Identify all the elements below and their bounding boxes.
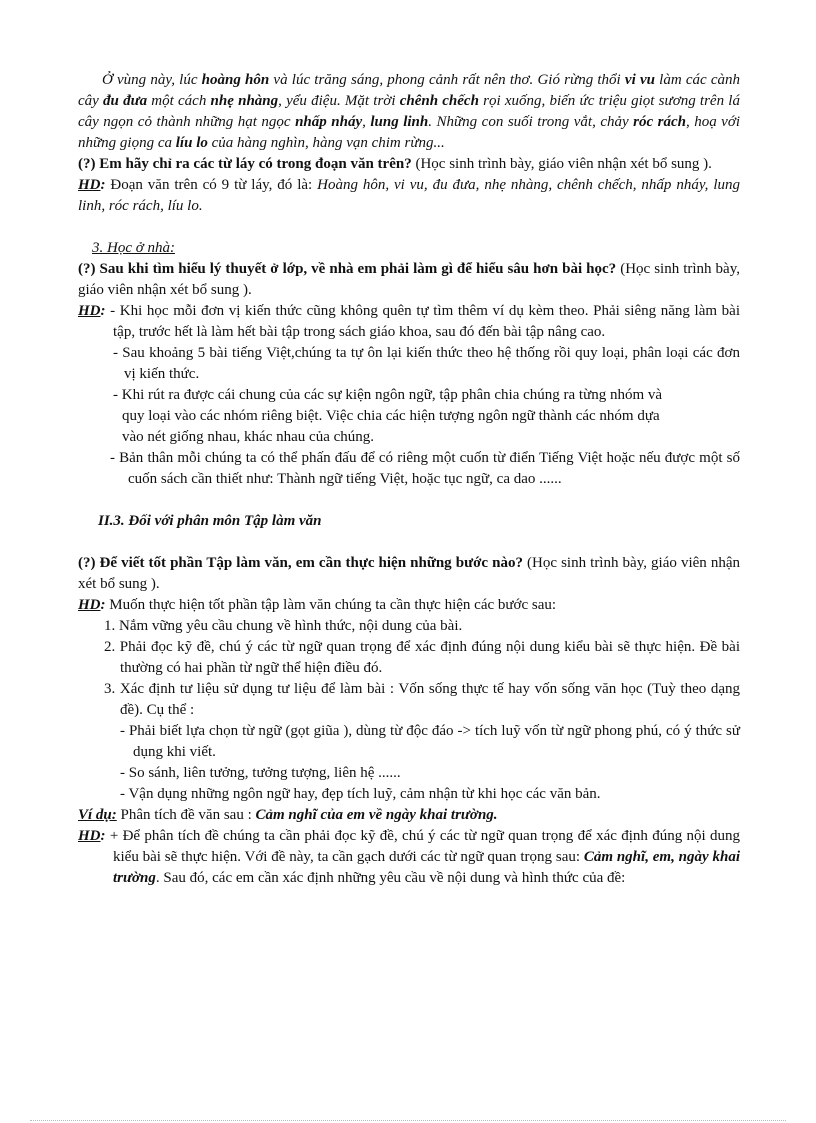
home-study-heading: 3. Học ở nhà: [92, 240, 175, 256]
step-3-sub-1: - Phải biết lựa chọn từ ngữ (gọt giũa ), dùng từ độc đáo -> tích luỹ vốn từ ngữ phong phú, có ý thức sử dụng khi viết. [120, 723, 740, 760]
reduplicative-word: róc rách [633, 114, 686, 130]
step-2: 2. Phải đọc kỹ đề, chú ý các từ ngữ quan trọng để xác định đúng nội dung kiểu bài sẽ thực hiện. Đề bài thường có hai phần từ ngữ thể hiện điều đó. [104, 639, 740, 676]
reduplicative-word: chênh chếch [399, 93, 479, 109]
question-1: (?) Em hãy chỉ ra các từ láy có trong đoạn văn trên? (Học sinh trình bày, giáo viên nhận xét bổ sung ). [78, 156, 712, 172]
answer-1: HD: Đoạn văn trên có 9 từ láy, đó là: Hoàng hôn, vi vu, đu đưa, nhẹ nhàng, chênh chếch, nhấp nháy, lung linh, róc rách, líu lo. [78, 177, 740, 214]
keywords: Cảm nghĩ, em, ngày khai trường [113, 849, 741, 886]
hd-label: HD [78, 177, 101, 193]
section-title: II.3. Đối với phân môn Tập làm văn [98, 513, 322, 529]
reduplicative-word: nhấp nháy [295, 114, 363, 130]
example-topic: Cảm nghĩ của em về ngày khai trường. [255, 807, 498, 823]
answer-home-item-1: HD: - Khi học mỗi đơn vị kiến thức cũng không quên tự tìm thêm ví dụ kèm theo. Phải siêng năng làm bài tập, trước hết là làm hết bài tập trong sách giáo khoa, sau đó đến bài tập nâng cao. [78, 303, 740, 340]
answer-home-item-3a: - Khi rút ra được cái chung của các sự kiện ngôn ngữ, tập phân chia chúng ra từng nhóm và [113, 387, 663, 403]
step-3-sub-3: - Vận dụng những ngôn ngữ hay, đẹp tích luỹ, cảm nhận từ khi học các văn bản. [120, 786, 601, 802]
answer-home-item-3b: quy loại vào các nhóm riêng biệt. Việc chia các hiện tượng ngôn ngữ thành các nhóm dựa [122, 408, 660, 424]
page-bottom-divider [30, 1120, 786, 1121]
question-home: (?) Sau khi tìm hiểu lý thuyết ở lớp, về nhà em phải làm gì để hiểu sâu hơn bài học? (Học sinh trình bày, giáo viên nhận xét bổ sung ). [78, 261, 740, 298]
hd-label: HD [78, 303, 101, 319]
reduplicative-word: nhẹ nhàng [210, 93, 279, 109]
example: Ví dụ: Phân tích đề văn sau : Cảm nghĩ của em về ngày khai trường. [78, 807, 498, 823]
reduplicative-word: vi vu [624, 72, 655, 88]
hd-label: HD [78, 828, 101, 844]
reduplicative-word: lung linh [370, 114, 429, 130]
answer-home-item-2: - Sau khoảng 5 bài tiếng Việt,chúng ta tự ôn lại kiến thức theo hệ thống rồi quy loại, phân loại các đơn vị kiến thức. [113, 345, 740, 382]
reduplicative-word: hoàng hôn [201, 72, 270, 88]
answer-2-intro: HD: Muốn thực hiện tốt phần tập làm văn chúng ta cần thực hiện các bước sau: [78, 597, 557, 613]
answer-home-item-4: - Bản thân mỗi chúng ta có thể phấn đấu để có riêng một cuốn từ điển Tiếng Việt hoặc nếu được một số cuốn sách cần thiết như: Thành ngữ tiếng Việt, hoặc tục ngữ, ca dao ...... [110, 450, 740, 487]
step-3: 3. Xác định tư liệu sử dụng tư liệu để làm bài : Vốn sống thực tế hay vốn sống văn học (Tuỳ theo dạng đề). Cụ thể : [104, 681, 740, 718]
question-2: (?) Để viết tốt phần Tập làm văn, em cần thực hiện những bước nào? (Học sinh trình bày, giáo viên nhận xét bổ sung ). [78, 555, 740, 592]
step-1: 1. Nắm vững yêu cầu chung về hình thức, nội dung của bài. [104, 618, 463, 634]
hd-label: HD [78, 597, 101, 613]
document-page [78, 70, 740, 889]
example-label: Ví dụ: [78, 807, 117, 823]
answer-home-item-3c: vào nét giống nhau, khác nhau của chúng. [122, 429, 375, 445]
passage-paragraph: Ở vùng này, lúc hoàng hôn và lúc trăng sáng, phong cảnh rất nên thơ. Gió rừng thổi vi vu làm các cành cây đu đưa một cách nhẹ nhàng, yểu điệu. Mặt trời chênh chếch rọi xuống, biến ức triệu giọt sương trên lá cây ngọn cỏ thành những hạt ngọc nhấp nháy, lung linh. Những con suối trong vắt, chảy róc rách, hoạ với những giọng ca líu lo của hàng nghìn, hàng vạn chim rừng... [78, 72, 741, 151]
step-3-sub-2: - So sánh, liên tưởng, tưởng tượng, liên hệ ...... [120, 765, 401, 781]
answer-3: HD: + Để phân tích đề chúng ta cần phải đọc kỹ đề, chú ý các từ ngữ quan trọng để xác định đúng nội dung kiểu bài sẽ thực hiện. Với đề này, ta cần gạch dưới các từ ngữ quan trọng sau: Cảm nghĩ, em, ngày khai trường. Sau đó, các em cần xác định những yêu cầu về nội dung và hình thức của đề: [78, 828, 741, 886]
reduplicative-word: líu lo [175, 135, 208, 151]
reduplicative-word: đu đưa [103, 93, 148, 109]
